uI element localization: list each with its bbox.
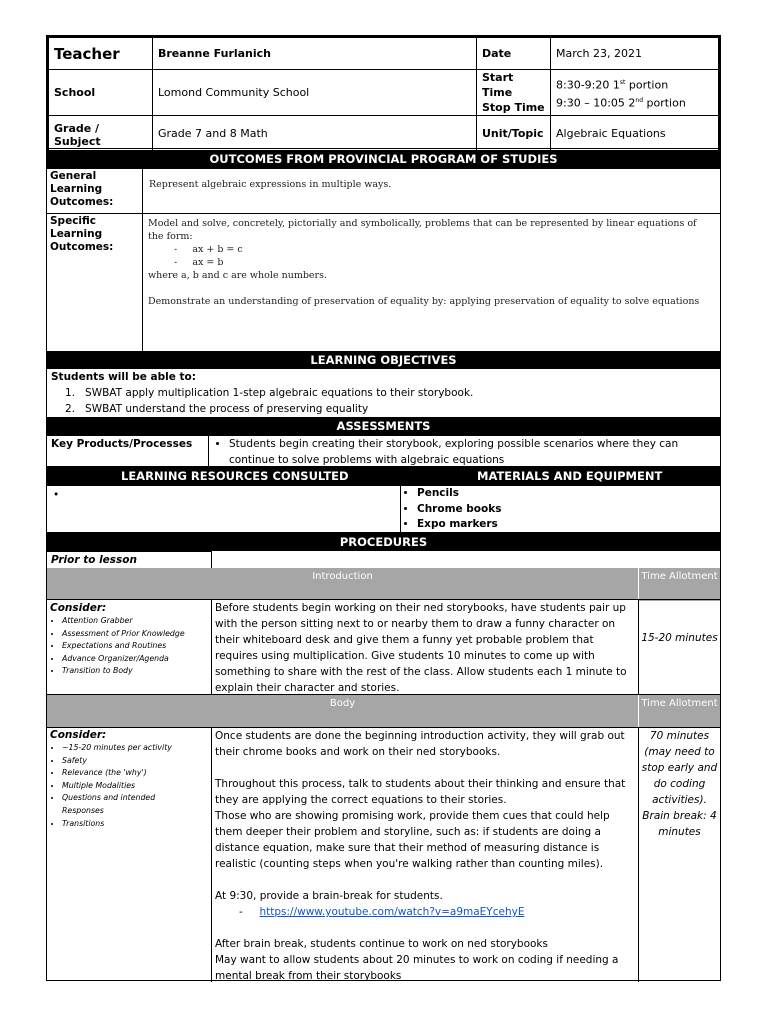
intro-time-cell — [638, 599, 720, 695]
body-header: Body — [47, 695, 638, 727]
body-time-header: Time Allotment — [639, 695, 720, 728]
grade-value: Grade 7 and 8 Math — [153, 116, 477, 152]
body-paragraph-5: After brain break, students continue to work on ned storybooks — [215, 938, 548, 950]
body-paragraph-2: Throughout this process, talk to students about their thinking and ensure that they are applying the correct equations to their stories. — [215, 778, 626, 806]
general-outcomes-cell — [142, 168, 720, 214]
consider-item: • Expectations and Routines — [62, 640, 208, 653]
specific-outcomes-where: where a, b and c are whole numbers. — [148, 270, 327, 281]
general-outcomes-label-cell — [47, 168, 143, 214]
intro-consider-cell — [47, 599, 212, 695]
procedures-heading: PROCEDURES — [47, 533, 720, 551]
intro-time-header: Time Allotment — [639, 568, 720, 601]
body-paragraph-1: Once students are done the beginning introduction activity, they will grab out their chrome books and work on their ned storybooks. — [215, 730, 625, 758]
intro-consider-label: Consider: — [50, 602, 107, 614]
brain-break-video-link[interactable]: https://www.youtube.com/watch?v=a9maEYcehyE — [259, 906, 525, 918]
resources-cell — [47, 485, 401, 533]
resources-bullet: • — [53, 489, 63, 501]
school-value: Lomond Community School — [153, 70, 477, 116]
objectives-heading: LEARNING OBJECTIVES — [47, 351, 720, 369]
body-consider-list — [50, 742, 208, 830]
date-label: Date — [477, 37, 551, 70]
body-paragraph-4: At 9:30, provide a brain-break for students. — [215, 890, 443, 902]
brain-break-link-row: - https://www.youtube.com/watch?v=a9maEYcehyE — [239, 906, 525, 918]
objective-2: 2. SWBAT understand the process of preserving equality — [65, 403, 369, 415]
time-value: 8:30-9:20 1st portion 9:30 – 10:05 2nd portion — [551, 70, 720, 116]
resources-heading: LEARNING RESOURCES CONSULTED — [121, 469, 349, 483]
consider-item: • Relevance (the 'why') — [62, 767, 178, 780]
unit-label: Unit/Topic — [477, 116, 551, 152]
school-label: School — [48, 70, 153, 116]
material-item: • Pencils — [417, 486, 716, 502]
body-consider-label: Consider: — [50, 729, 107, 741]
objectives-block — [51, 369, 711, 417]
start-stop-label — [477, 70, 551, 116]
intro-consider-list — [50, 615, 208, 678]
prior-to-lesson-cell — [47, 551, 212, 569]
consider-item: • Attention Grabber — [62, 615, 208, 628]
body-time-cell — [638, 727, 720, 982]
stop-time-label: Stop Time — [482, 101, 545, 114]
body-text-cell — [211, 727, 639, 982]
materials-heading: MATERIALS AND EQUIPMENT — [477, 469, 663, 483]
body-paragraph-3: Those who are showing promising work, provide them cues that could help them deeper their problem and storyline, such as: if students are doing a distance equation, make sure that their method of measuring distance is realistic (counting steps when you're walking rather than counting miles). — [215, 810, 610, 870]
consider-item: • Transition to Body — [62, 665, 208, 678]
material-item: • Chrome books — [417, 502, 716, 518]
specific-outcomes-equality: Demonstrate an understanding of preservation of equality by: applying preservation of equality to solve equations — [148, 296, 700, 307]
general-outcomes-text: Represent algebraic expressions in multiple ways. — [149, 179, 392, 190]
consider-item: • Advance Organizer/Agenda — [62, 653, 208, 666]
teacher-value: Breanne Furlanich — [153, 37, 477, 70]
materials-list — [405, 486, 716, 533]
key-products-cell — [208, 435, 720, 467]
introduction-header: Introduction — [47, 568, 638, 600]
unit-value: Algebraic Equations — [551, 116, 720, 152]
consider-item: • Questions and intended Responses — [62, 792, 178, 817]
teacher-label: Teacher — [48, 37, 153, 70]
specific-outcomes-paragraph: Model and solve, concretely, pictorially and symbolically, problems that can be represented by linear equations of the form: — [148, 218, 697, 242]
key-products-label: Key Products/Processes — [51, 438, 193, 450]
date-value: March 23, 2021 — [551, 37, 720, 70]
consider-item: • ~15-20 minutes per activity — [62, 742, 178, 755]
intro-time-value: 15-20 minutes — [641, 632, 718, 644]
material-item: • Expo markers — [417, 517, 716, 533]
specific-outcomes-label-cell — [47, 213, 143, 352]
key-products-list — [213, 436, 716, 468]
body-time-value: 70 minutes (may need to stop early and do coding activities). — [641, 730, 718, 806]
intro-text-cell — [211, 599, 639, 695]
intro-text: Before students begin working on their ned storybooks, have students pair up with the person sitting next to or nearby them to draw a funny character on their whiteboard desk and give them a funny yet probable problem that requires using multiplication. Give students 10 minutes to come up with something to share with the rest of the class. Allow students each 1 minute to explain their character and stories. — [215, 602, 627, 694]
assessments-heading: ASSESSMENTS — [47, 417, 720, 435]
prior-to-lesson-label: Prior to lesson — [51, 554, 137, 566]
general-outcomes-label: General Learning Outcomes: — [50, 170, 114, 208]
key-products-item: • Students begin creating their storybook, exploring possible scenarios where they can continue to solve problems with algebraic equations — [229, 436, 716, 468]
lesson-plan-body — [46, 148, 721, 981]
body-consider-cell — [47, 727, 212, 982]
objective-1: 1. SWBAT apply multiplication 1-step algebraic equations to their storybook. — [65, 387, 474, 399]
consider-item: • Safety — [62, 755, 178, 768]
consider-item: • Multiple Modalities — [62, 780, 178, 793]
lesson-header-table — [46, 35, 721, 153]
specific-outcomes-label: Specific Learning Outcomes: — [50, 215, 114, 253]
equation-2: - ax = b — [174, 257, 224, 268]
start-time-label: Start Time — [482, 71, 514, 99]
consider-item: • Transitions — [62, 818, 178, 831]
objectives-intro: Students will be able to: — [51, 371, 196, 383]
equation-1: - ax + b = c — [174, 244, 243, 255]
body-paragraph-6: May want to allow students about 20 minutes to work on coding if needing a mental break from their storybooks — [215, 954, 619, 982]
key-products-label-cell — [47, 435, 209, 467]
outcomes-heading: OUTCOMES FROM PROVINCIAL PROGRAM OF STUDIES — [47, 150, 720, 168]
body-brain-break-time: Brain break: 4 minutes — [642, 810, 717, 838]
specific-outcomes-cell — [142, 213, 720, 352]
grade-label: Grade / Subject — [48, 116, 153, 152]
resources-heading-bar — [47, 467, 720, 485]
materials-cell — [400, 485, 720, 533]
consider-item: • Assessment of Prior Knowledge — [62, 628, 208, 641]
